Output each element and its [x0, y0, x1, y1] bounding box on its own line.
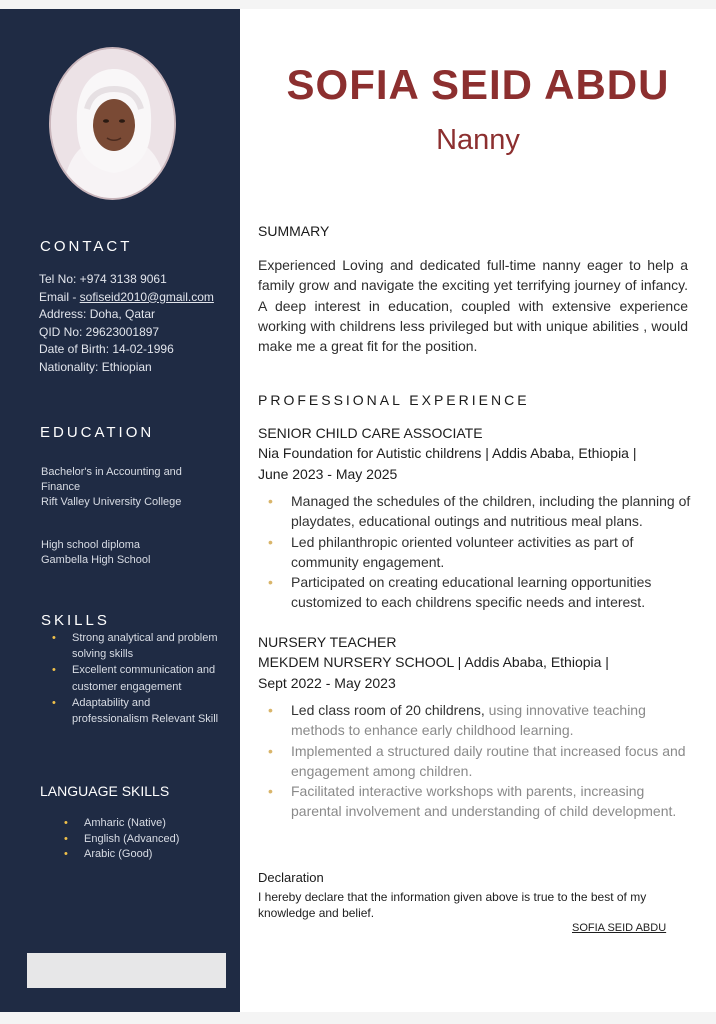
contact-email-link[interactable]: sofiseid2010@gmail.com — [79, 289, 214, 304]
skill-item: • Strong analytical and problem solving skills — [52, 630, 222, 662]
declaration-heading: Declaration — [258, 870, 324, 885]
education-entry — [41, 465, 211, 510]
education-heading: EDUCATION — [40, 424, 155, 441]
contact-nationality: Nationality: Ethiopian — [39, 359, 152, 374]
job-bullet: • Participated on creating educational learning opportunities customized to each childrens specific needs and interest. — [268, 572, 698, 613]
contact-dob: Date of Birth: 14-02-1996 — [39, 342, 174, 357]
contact-heading: CONTACT — [40, 238, 133, 255]
education-school: Rift Valley University College — [41, 496, 182, 508]
skill-item: • Adaptability and professionalism Relevant Skill — [52, 695, 222, 727]
job-bullet-emphasis: Led class room of 20 childrens, — [291, 702, 485, 718]
contact-qid: QID No: 29623001897 — [39, 324, 160, 339]
language-item: • Amharic (Native) — [64, 816, 179, 832]
job-bullet — [268, 700, 698, 741]
job-bullet: • Led philanthropic oriented volunteer activities as part of community engagement. — [268, 532, 698, 573]
contact-email-label: Email - — [39, 289, 80, 304]
job-header — [258, 632, 698, 693]
contact-email-line — [39, 289, 214, 307]
skills-heading: SKILLS — [41, 612, 110, 629]
language-list — [64, 816, 179, 863]
language-item: • English (Advanced) — [64, 832, 179, 848]
job-title: NURSERY TEACHER — [258, 634, 397, 650]
job-bullet-rest: using innovative teaching methods to enhance early childhood learning. — [291, 702, 646, 739]
job-bullets — [268, 700, 698, 822]
education-degree: Bachelor's in Accounting and Finance — [41, 466, 182, 493]
education-degree: High school diploma — [41, 539, 141, 551]
job-bullets — [268, 491, 698, 613]
education-entry — [41, 538, 211, 568]
sidebar — [0, 9, 240, 1012]
job-org: MEKDEM NURSERY SCHOOL | Addis Ababa, Ethiopia | — [258, 654, 609, 671]
job-title: SENIOR CHILD CARE ASSOCIATE — [258, 425, 483, 441]
contact-details — [39, 271, 214, 377]
summary-text: Experienced Loving and dedicated full-time nanny eager to help a family grow and navigate the exciting yet terrifying journey of infancy. A deep interest in education, coupled with extensive experience working with childrens less privileged but with unique abilities , would make me a great fit for the position. — [258, 257, 688, 355]
profile-photo-image — [51, 49, 176, 200]
job-bullet: • Managed the schedules of the children, including the planning of playdates, educational outings and nutritious meal plans. — [268, 491, 698, 532]
job-org: Nia Foundation for Autistic childrens | Addis Ababa, Ethiopia | — [258, 445, 637, 462]
profile-photo — [49, 47, 176, 200]
summary-heading: SUMMARY — [258, 223, 330, 239]
job-dates: Sept 2022 - May 2023 — [258, 674, 396, 691]
contact-address: Address: Doha, Qatar — [39, 307, 156, 322]
experience-heading: PROFESSIONAL EXPERIENCE — [258, 392, 530, 408]
job-bullet: • Facilitated interactive workshops with parents, increasing parental involvement and understanding of child development. — [268, 781, 698, 822]
declaration-text: I hereby declare that the information given above is true to the best of my knowledge and belief. — [258, 890, 647, 920]
job-bullet: • Implemented a structured daily routine that increased focus and engagement among children. — [268, 741, 698, 782]
education-school: Gambella High School — [41, 554, 151, 566]
language-item: • Arabic (Good) — [64, 847, 179, 863]
candidate-role: Nanny — [436, 124, 520, 156]
job-dates: June 2023 - May 2025 — [258, 465, 398, 482]
sidebar-footer-box — [27, 953, 226, 988]
contact-tel: Tel No: +974 3138 9061 — [39, 272, 167, 286]
signature-name: SOFIA SEID ABDU — [572, 922, 667, 934]
language-skills-heading: LANGUAGE SKILLS — [40, 783, 170, 799]
skills-list — [52, 630, 222, 727]
candidate-name: SOFIA SEID ABDU — [286, 61, 670, 108]
resume-page — [0, 9, 716, 1012]
skill-item: • Excellent communication and customer engagement — [52, 662, 222, 694]
job-header — [258, 423, 698, 484]
